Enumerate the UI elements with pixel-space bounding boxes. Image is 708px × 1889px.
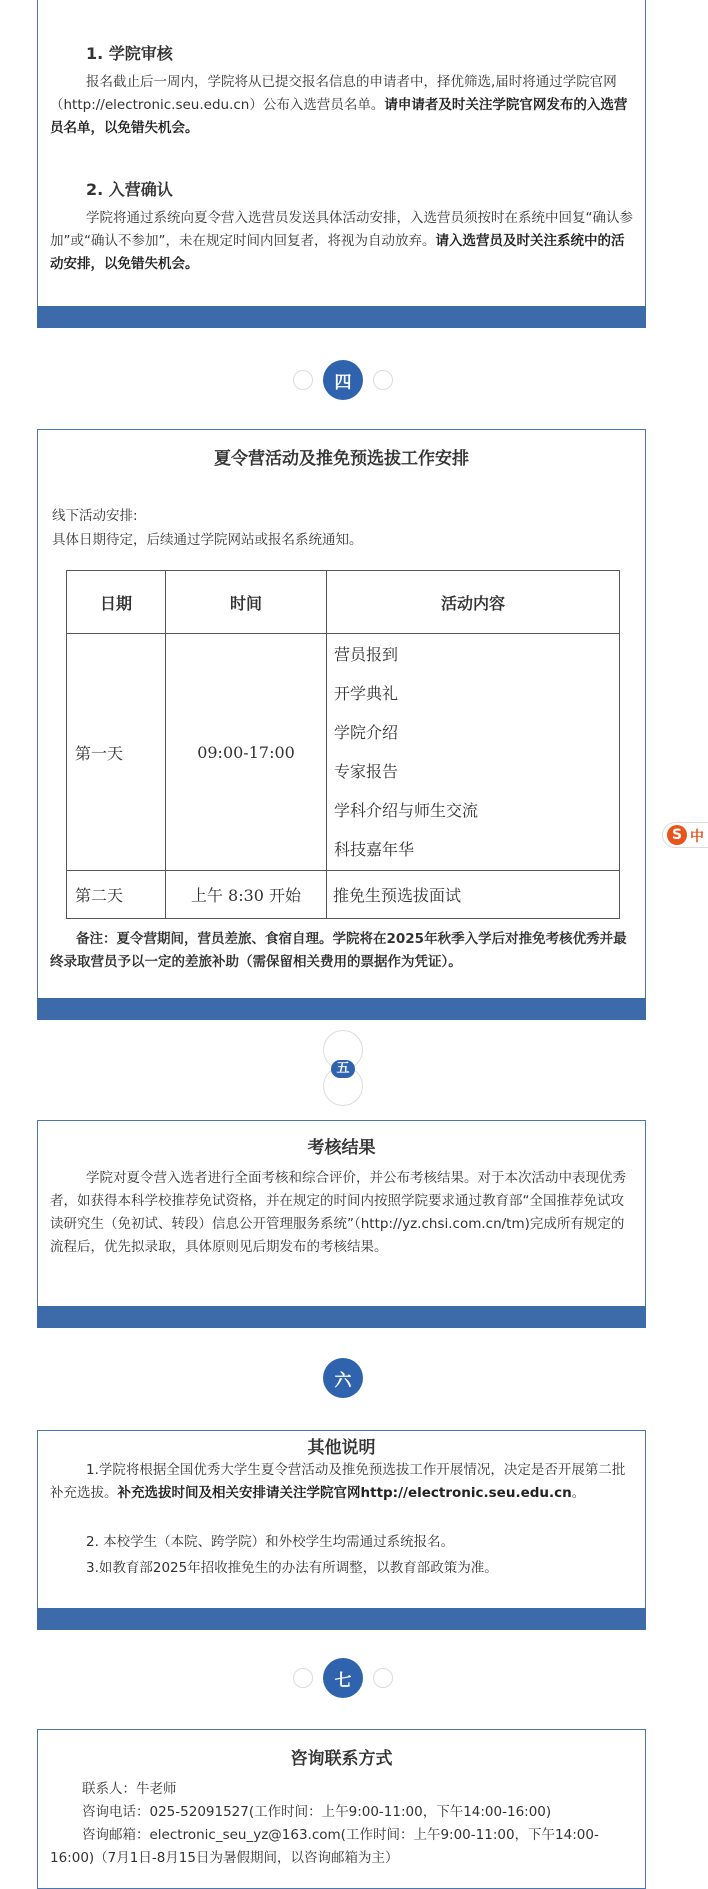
section-number-badge: 六 xyxy=(323,1358,363,1398)
card-title: 咨询联系方式 xyxy=(290,1749,393,1769)
time-cell: 09:00-17:00 xyxy=(166,634,327,871)
subsection-title: 2. 入营确认 xyxy=(86,180,173,199)
ime-mode-label: 中 xyxy=(690,829,704,845)
activity-item: 科技嘉年华 xyxy=(334,840,415,859)
section-card-other xyxy=(37,1430,646,1630)
ring-decoration xyxy=(373,1668,393,1688)
table-header-time: 时间 xyxy=(166,571,327,634)
contact-person: 联系人：牛老师 xyxy=(82,1781,177,1797)
table-header-date: 日期 xyxy=(67,571,166,634)
section-number-badge: 四 xyxy=(323,360,363,400)
section-card-contact xyxy=(37,1729,646,1889)
activity-item: 营员报到 xyxy=(334,645,399,664)
date-notice: 具体日期待定，后续通过学院网站或报名系统通知。 xyxy=(52,532,363,548)
ring-decoration xyxy=(373,370,393,390)
section-marker-6 xyxy=(0,1358,708,1398)
card-title: 其他说明 xyxy=(307,1438,376,1458)
section-card-results xyxy=(37,1120,646,1328)
section-marker-5 xyxy=(0,1030,708,1110)
card-footer-bar xyxy=(37,306,646,328)
paragraph: 学院对夏令营入选者进行全面考核和综合评价，并公布考核结果。对于本次活动中表现优秀者，如获得本科学校推荐免试资格，并在规定的时间内按照学院要求通过教育部“全国推荐免试攻读研究生（免初试、转段）信息公开管理服务系统”（http://yz.chsi.com.cn/tm)完成所有规定的流程后，优先拟录取，具体原则见后期发布的考核结果。 xyxy=(50,1170,626,1255)
time-cell: 上午 8:30 开始 xyxy=(166,871,327,919)
section-marker-7 xyxy=(0,1658,708,1698)
section-number-badge: 七 xyxy=(323,1658,363,1698)
card-title: 夏令营活动及推免预选拔工作安排 xyxy=(214,449,469,469)
activity-item: 专家报告 xyxy=(334,762,399,781)
subsection-title: 1. 学院审核 xyxy=(86,44,173,63)
activity-item: 学院介绍 xyxy=(334,723,399,742)
card-footer-bar xyxy=(37,1306,646,1328)
activity-item: 学科介绍与师生交流 xyxy=(334,801,479,820)
table-row xyxy=(67,871,620,919)
table-header-activity: 活动内容 xyxy=(327,571,620,634)
note-text: 备注：夏令营期间，营员差旅、食宿自理。学院将在2025年秋季入学后对推免考核优秀并最终录取营员予以一定的差旅补助（需保留相关费用的票据作为凭证）。 xyxy=(50,931,627,970)
card-title: 考核结果 xyxy=(307,1138,376,1158)
schedule-table xyxy=(66,570,620,919)
table-row xyxy=(67,634,620,871)
section-marker-4 xyxy=(0,360,708,400)
contact-email: 咨询邮箱：electronic_seu_yz@163.com(工作时间：上午9:00-11:00，下午14:00-16:00)（7月1日-8月15日为暑假期间，以咨询邮箱为主） xyxy=(50,1827,599,1866)
section-number-badge: 五 xyxy=(331,1060,355,1078)
list-item: 3.如教育部2025年招收推免生的办法有所调整，以教育部政策为准。 xyxy=(86,1560,498,1576)
ring-decoration xyxy=(293,370,313,390)
card-footer-bar xyxy=(37,998,646,1020)
activity-cell xyxy=(327,634,620,871)
section-card-selection xyxy=(37,0,646,328)
ime-floating-button[interactable] xyxy=(662,822,708,848)
day-cell: 第二天 xyxy=(67,871,166,919)
paragraph: 学院将通过系统向夏令营入选营员发送具体活动安排，入选营员须按时在系统中回复“确认参加”或“确认不参加”，未在规定时间内回复者，将视为自动放弃。请入选营员及时关注系统中的活动安排，以免错失机会。 xyxy=(50,210,633,272)
offline-label: 线下活动安排: xyxy=(52,508,138,524)
contact-phone: 咨询电话：025-52091527(工作时间：上午9:00-11:00，下午14:00-16:00) xyxy=(82,1804,552,1820)
day-cell: 第一天 xyxy=(67,634,166,871)
ring-decoration xyxy=(293,1668,313,1688)
paragraph: 报名截止后一周内，学院将从已提交报名信息的申请者中，择优筛选,届时将通过学院官网（http://electronic.seu.edu.cn）公布入选营员名单。请申请者及时关注学院官网发布的入选营员名单，以免错失机会。 xyxy=(50,74,628,136)
activity-cell: 推免生预选拔面试 xyxy=(327,871,620,919)
section-card-schedule xyxy=(37,429,646,1020)
card-footer-bar xyxy=(37,1608,646,1630)
ime-logo-icon: S xyxy=(667,825,687,845)
activity-item: 开学典礼 xyxy=(334,684,399,703)
list-item: 2. 本校学生（本院、跨学院）和外校学生均需通过系统报名。 xyxy=(86,1534,455,1550)
list-item: 1.学院将根据全国优秀大学生夏令营活动及推免预选拔工作开展情况，决定是否开展第二批补充选拔。补充选拔时间及相关安排请关注学院官网http://electronic.seu.edu.cn。 xyxy=(50,1462,626,1501)
